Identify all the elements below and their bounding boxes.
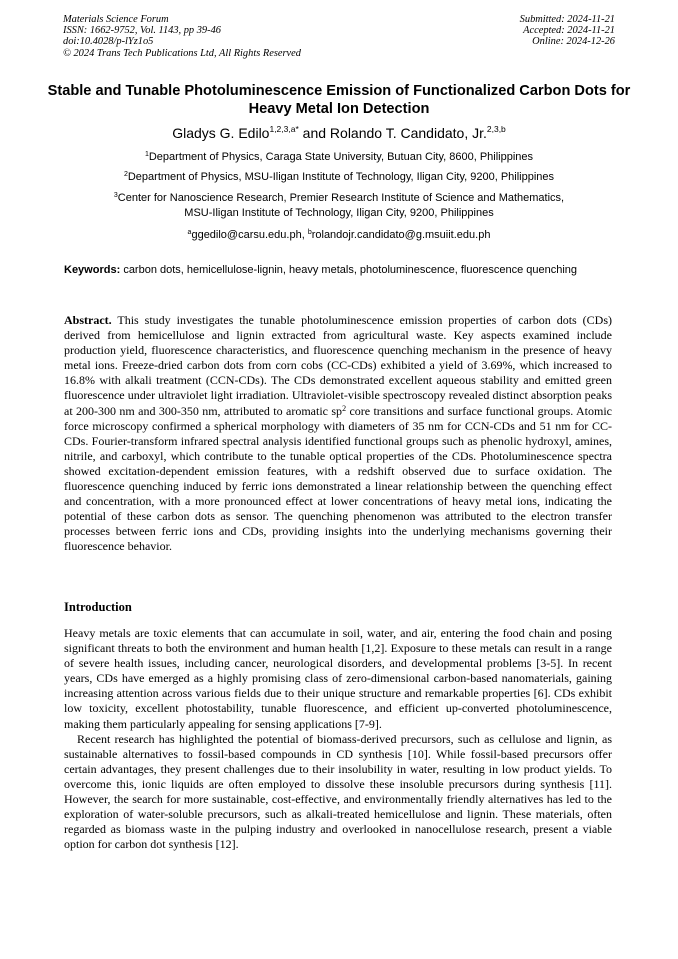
abstract-superscript: 2 bbox=[342, 403, 347, 413]
abstract-label: Abstract. bbox=[64, 313, 112, 327]
affiliation-3 bbox=[40, 191, 638, 221]
introduction-paragraph-2: Recent research has highlighted the potential of biomass-derived precursors, such as cellulose and lignin, as sustainable alternatives to fossil-based compounds in CD synthesis [10]. While fossil-based precursors offer certain advantages, they present challenges due to their insolubility in water, resulting in low product yields. To overcome this, ionic liquids are often employed to dissolve these insoluble precursors during synthesis [11]. However, the search for more sustainable, cost-effective, and environmentally friendly alternatives has led to the exploration of water-soluble precursors, such as alkali-treated hemicellulose and lignin. These materials, often regarded as biomass waste in the pulping industry and overlooked in nanocellulose research, present a viable option for carbon dot synthesis [12]. bbox=[64, 731, 612, 852]
affiliation-3-num: 3 bbox=[113, 192, 118, 199]
journal-header-left bbox=[63, 14, 301, 59]
affiliation-3-line2: MSU-Iligan Institute of Technology, Iligan City, 9200, Philippines bbox=[184, 207, 494, 219]
affiliation-1-num: 1 bbox=[144, 151, 149, 158]
affiliation-1 bbox=[40, 150, 638, 165]
journal-header-right bbox=[520, 14, 615, 48]
keywords bbox=[64, 263, 612, 278]
affiliation-2 bbox=[40, 170, 638, 185]
author-line bbox=[0, 124, 678, 142]
introduction-paragraph-1: Heavy metals are toxic elements that can accumulate in soil, water, and air, entering the food chain and posing significant threats to both the environment and human health [1,2]. Exposure to these metals can result in a range of severe health issues, including cancer, neurological disorders, and developmental problems [3-5]. In recent years, CDs have emerged as a highly promising class of zero-dimensional carbon-based nanomaterials, gaining increasing attention across various fields due to their unique structure and remarkable properties [6]. CDs exhibit low toxicity, excellent photostability, tunable fluorescence, and efficient up-converted photoluminescence, making them particularly appealing for sensing applications [7-9]. bbox=[64, 626, 612, 731]
email-b[interactable]: rolandojr.candidato@g.msuiit.edu.ph bbox=[311, 229, 491, 241]
email-a[interactable]: ggedilo@carsu.edu.ph, bbox=[191, 229, 308, 241]
email-b-sup: b bbox=[307, 229, 312, 236]
doi: doi:10.4028/p-lYz1o5 bbox=[63, 36, 154, 48]
paper-title: Stable and Tunable Photoluminescence Emission of Functionalized Carbon Dots for Heavy Metal Ion Detection bbox=[47, 83, 631, 117]
author-2-sup: 2,3,b bbox=[486, 124, 506, 134]
submitted-date: Submitted: 2024-11-21 bbox=[519, 14, 615, 25]
abstract bbox=[64, 313, 612, 555]
introduction-body bbox=[64, 626, 612, 852]
introduction-heading: Introduction bbox=[64, 600, 132, 614]
journal-name: Materials Science Forum bbox=[63, 14, 169, 25]
abstract-text-2: core transitions and surface functional groups. Atomic force microscopy confirmed a spherical morphology with diameters of 35 nm for CCN-CDs and 51 nm for CC-CDs. Fourier-transform infrared spectral analysis identified functional groups such as phenolic hydroxyl, amines, nitrile, and carboxyl, which contribute to the tunable optical properties of the CDs. Photoluminescence spectra showed excitation-dependent emission features, with a redshift observed due to surface oxidation. The fluorescence quenching induced by ferric ions demonstrated a linear relationship between the quenching effect and concentration, with a more pronounced effect at lower concentrations of heavy metal ions, indicating the potential of these carbon dots as sensor. The quenching phenomenon was attributed to the electron transfer processes between ferric ions and CDs, providing insights into the underlying mechanisms governing their fluorescence behavior. bbox=[64, 403, 612, 554]
copyright: © 2024 Trans Tech Publications Ltd, All Rights Reserved bbox=[63, 47, 301, 59]
online-date: Online: 2024-12-26 bbox=[532, 36, 615, 48]
author-conjunction: and bbox=[298, 125, 330, 141]
author-1-sup: 1,2,3,a* bbox=[269, 124, 299, 134]
author-1: Gladys G. Edilo bbox=[172, 125, 270, 141]
affiliation-3-line1: Center for Nanoscience Research, Premier Research Institute of Science and Mathematics, bbox=[117, 192, 565, 204]
author-emails bbox=[40, 228, 638, 243]
affiliation-1-text: Department of Physics, Caraga State University, Butuan City, 8600, Philippines bbox=[148, 151, 534, 163]
abstract-text-1: This study investigates the tunable photoluminescence emission properties of carbon dots (CDs) derived from hemicellulose and lignin extracted from agricultural waste. Key aspects examined include production yield, fluorescence characteristics, and fluorescence quenching mechanism in the presence of heavy metal ions. Freeze-dried carbon dots from corn cobs (CC-CDs) exhibited a yield of 3.69%, which increased to 16.8% with alkali treatment (CCN-CDs). The CDs demonstrated excellent aqueous stability and emitted green fluorescence under ultraviolet light irradiation. Ultraviolet-visible spectroscopy revealed distinct absorption peaks at 200-300 nm and 300-350 nm, attributed to aromatic sp bbox=[64, 313, 612, 418]
keywords-label: Keywords: bbox=[64, 264, 121, 276]
keywords-text: carbon dots, hemicellulose-lignin, heavy metals, photoluminescence, fluorescence quenching bbox=[123, 264, 578, 276]
affiliation-2-text: Department of Physics, MSU-Iligan Institute of Technology, Iligan City, 9200, Philippines bbox=[127, 171, 555, 183]
email-a-sup: a bbox=[187, 229, 192, 236]
affiliation-2-num: 2 bbox=[123, 171, 128, 178]
accepted-date: Accepted: 2024-11-21 bbox=[523, 25, 615, 37]
journal-issn: ISSN: 1662-9752, Vol. 1143, pp 39-46 bbox=[63, 25, 221, 37]
author-2: Rolando T. Candidato, Jr. bbox=[329, 125, 487, 141]
